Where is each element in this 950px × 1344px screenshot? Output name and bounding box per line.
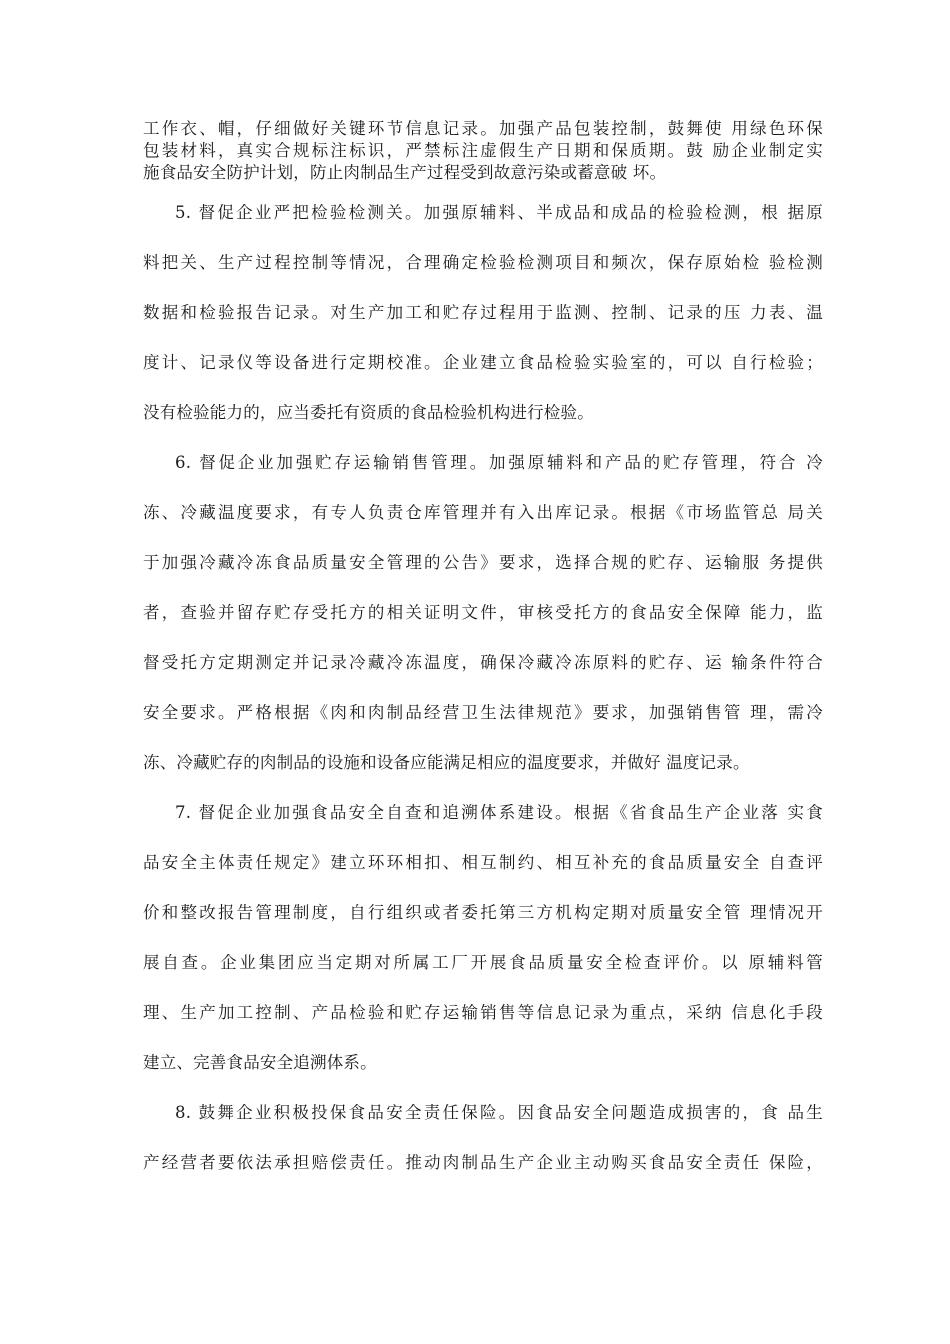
paragraph-5-heading-line: 5. 督促企业严把检验检测关。加强原辅料、半成品和成品的检验检测，根 据原 xyxy=(175,203,823,222)
body-text-line: 于加强冷藏冷冻食品质量安全管理的公告》要求，选择合规的贮存、运输服 务提供 xyxy=(143,553,823,572)
body-text-line: 度计、记录仪等设备进行定期校准。企业建立食品检验实验室的，可以 自行检验； xyxy=(143,353,823,372)
body-text-line: 料把关、生产过程控制等情况，合理确定检验检测项目和频次，保存原始检 验检测 xyxy=(143,253,823,272)
body-text-line: 产经营者要依法承担赔偿责任。推动肉制品生产企业主动购买食品安全责任 保险， xyxy=(143,1153,823,1172)
paragraph-7-heading-line: 7. 督促企业加强食品安全自查和追溯体系建设。根据《省食品生产企业落 实食 xyxy=(175,803,823,822)
paragraph-6-heading-line: 6. 督促企业加强贮存运输销售管理。加强原辅料和产品的贮存管理，符合 冷 xyxy=(175,453,823,472)
body-text-line: 品安全主体责任规定》建立环环相扣、相互制约、相互补充的食品质量安全 自查评 xyxy=(143,853,823,872)
body-text-line: 安全要求。严格根据《肉和肉制品经营卫生法律规范》要求，加强销售管 理，需冷 xyxy=(143,703,823,722)
body-text-line: 冻、冷藏贮存的肉制品的设施和设备应能满足相应的温度要求，并做好 温度记录。 xyxy=(143,753,750,772)
body-text-line: 理、生产加工控制、产品检验和贮存运输销售等信息记录为重点，采纳 信息化手段 xyxy=(143,1003,823,1022)
body-text-line: 冻、冷藏温度要求，有专人负责仓库管理并有入出库记录。根据《市场监管总 局关 xyxy=(143,503,823,522)
body-text-line: 工作衣、帽，仔细做好关键环节信息记录。加强产品包装控制，鼓舞使 用绿色环保 xyxy=(143,119,823,138)
body-text-line: 建立、完善食品安全追溯体系。 xyxy=(143,1053,377,1072)
body-text-line: 展自查。企业集团应当定期对所属工厂开展食品质量安全检查评价。以 原辅料管 xyxy=(143,953,823,972)
body-text-line: 价和整改报告管理制度，自行组织或者委托第三方机构定期对质量安全管 理情况开 xyxy=(143,903,823,922)
body-text-line: 没有检验能力的，应当委托有资质的食品检验机构进行检验。 xyxy=(143,403,594,422)
paragraph-8-heading-line: 8. 鼓舞企业积极投保食品安全责任保险。因食品安全问题造成损害的，食 品生 xyxy=(175,1103,823,1122)
body-text-line: 督受托方定期测定并记录冷藏冷冻温度，确保冷藏冷冻原料的贮存、运 输条件符合 xyxy=(143,653,823,672)
body-text-line: 数据和检验报告记录。对生产加工和贮存过程用于监测、控制、记录的压 力表、温 xyxy=(143,303,823,322)
body-text-line: 包装材料，真实合规标注标识，严禁标注虚假生产日期和保质期。鼓 励企业制定实 xyxy=(143,141,823,160)
body-text-line: 施食品安全防护计划，防止肉制品生产过程受到故意污染或蓄意破 坏。 xyxy=(143,163,667,182)
body-text-line: 者，查验并留存贮存受托方的相关证明文件，审核受托方的食品安全保障 能力，监 xyxy=(143,603,823,622)
